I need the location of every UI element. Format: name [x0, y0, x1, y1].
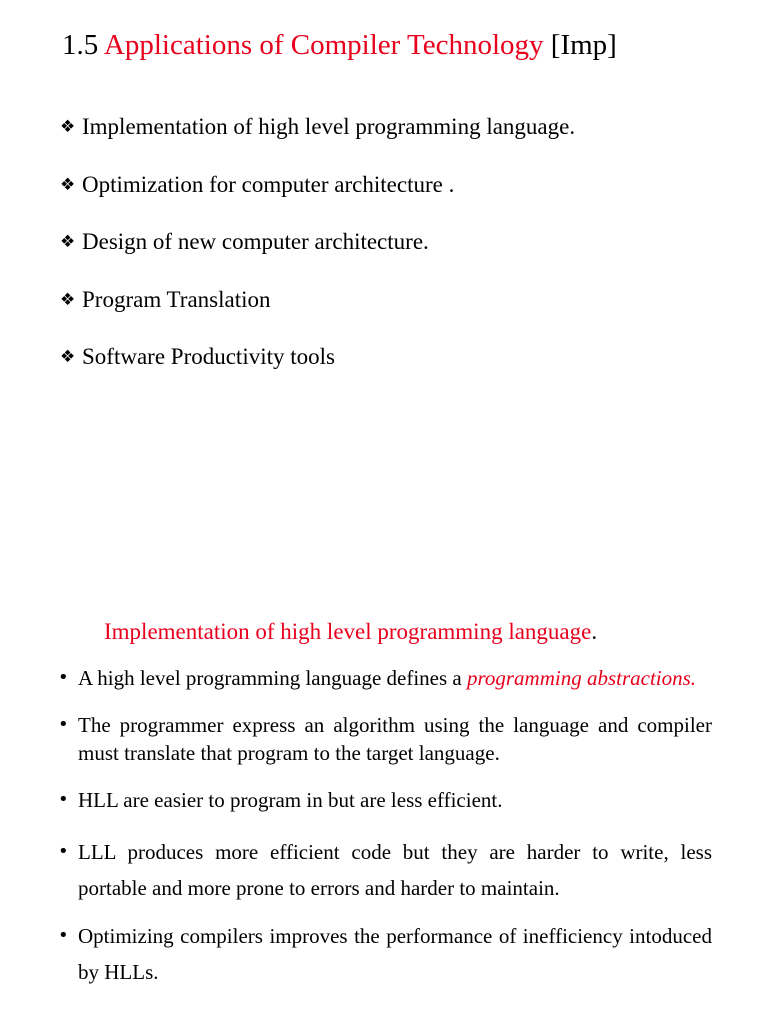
diamond-bullet-icon: ❖: [60, 232, 76, 252]
list-item: [60, 170, 575, 200]
diamond-bullet-icon: ❖: [60, 289, 76, 310]
bullet-dot-icon: •: [58, 789, 69, 810]
list-item-text: Software Productivity tools: [82, 344, 335, 369]
bullet-dot-icon: •: [58, 714, 69, 735]
list-item: [60, 285, 575, 315]
list-item: [60, 112, 575, 142]
emphasis-text: programming abstractions.: [466, 666, 697, 690]
applications-list: [60, 112, 575, 400]
list-item: [58, 918, 712, 990]
bullet-dot-icon: •: [58, 925, 69, 946]
list-item-text: A high level programming language defines a: [78, 666, 467, 690]
list-item-text: HLL are easier to program in but are less efficient.: [78, 788, 503, 812]
list-item-text: Optimization for computer architecture .: [82, 171, 455, 197]
list-item-text: The programmer express an algorithm using the language and compiler must translate that program to the target language.: [78, 713, 712, 765]
list-item: [58, 711, 712, 767]
diamond-bullet-icon: ❖: [60, 174, 76, 195]
list-item: [60, 227, 575, 257]
list-item-text: Optimizing compilers improves the performance of inefficiency intoduced by HLLs.: [78, 924, 712, 984]
title-main: Applications of Compiler Technology: [103, 29, 544, 61]
list-item-text: Implementation of high level programming language.: [82, 114, 576, 139]
diamond-bullet-icon: ❖: [60, 347, 76, 367]
page-title: [62, 26, 617, 64]
list-item-text: LLL produces more efficient code but they are harder to write, less portable and more prone to errors and harder to maintain.: [78, 840, 712, 900]
title-tag: [Imp]: [550, 29, 617, 61]
section-heading: [104, 617, 597, 647]
section-heading-period: .: [591, 619, 598, 644]
bullet-dot-icon: •: [58, 841, 69, 862]
list-item: [60, 342, 575, 372]
diamond-bullet-icon: ❖: [60, 117, 76, 137]
title-number: 1.5: [62, 29, 99, 61]
list-item-text: Design of new computer architecture.: [82, 229, 429, 254]
list-item-text: Program Translation: [82, 286, 271, 312]
list-item: [58, 786, 712, 814]
list-item: [58, 834, 712, 906]
bullet-dot-icon: •: [58, 667, 69, 688]
list-item: [58, 664, 712, 692]
implementation-points-list: [58, 664, 712, 990]
section-heading-text: Implementation of high level programming language: [104, 619, 592, 644]
